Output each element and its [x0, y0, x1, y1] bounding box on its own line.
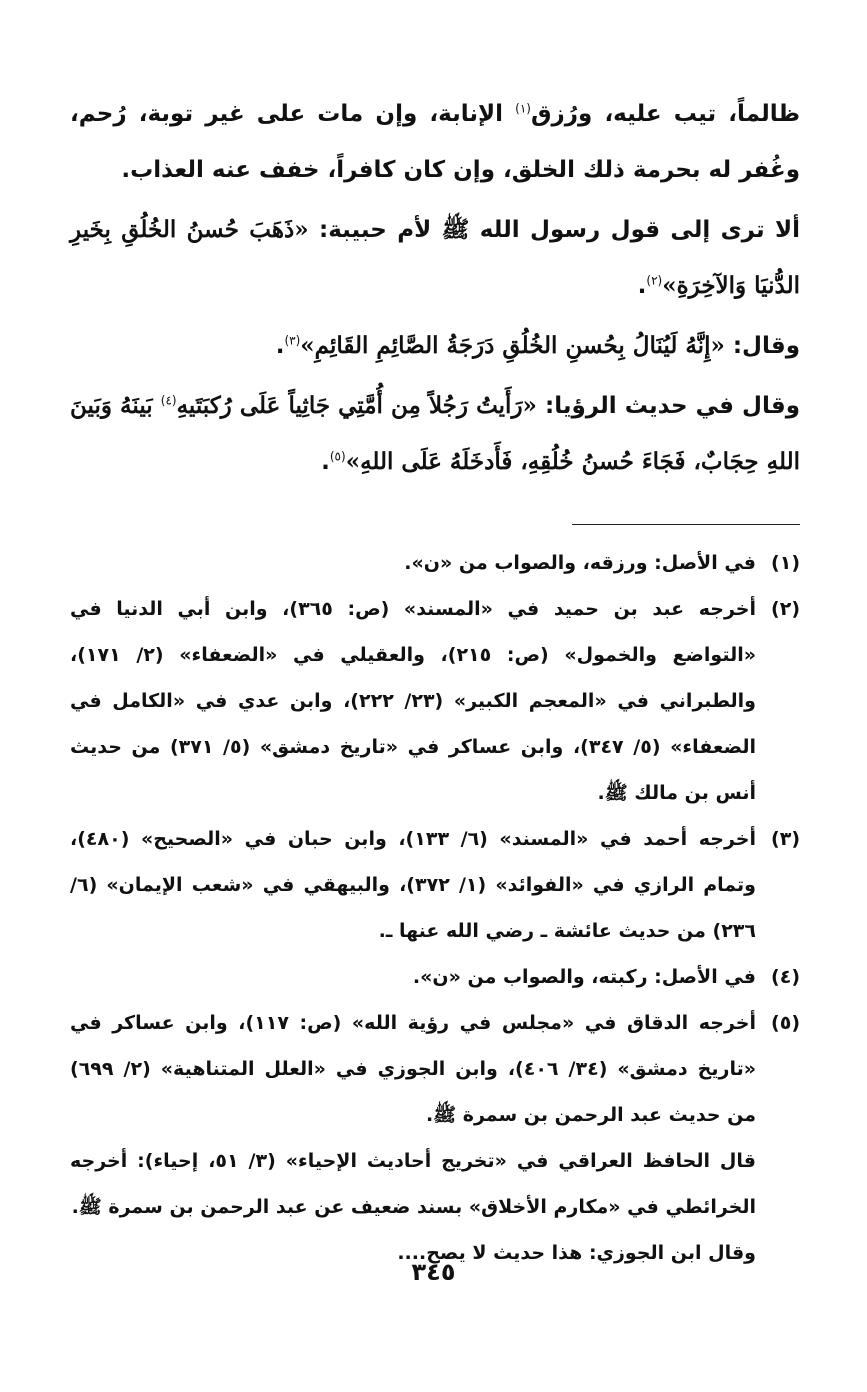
footnote-ref-1[interactable]: (١) — [515, 101, 531, 116]
paragraph-1 — [70, 86, 800, 198]
text-span: ألا ترى إلى قول رسول الله ﷺ لأم حبيبة: — [308, 217, 800, 243]
hadith-quote: «ذَهَبَ حُسنُ الخُلُقِ بِخَيرِ الدُّنيَا وَالآخِرَةِ» — [70, 216, 800, 299]
page-number: ٣٤٥ — [411, 1258, 456, 1286]
footnote-text: أخرجه عبد بن حميد في «المسند» (ص: ٣٦٥)، وابن أبي الدنيا في «التواضع والخمول» (ص: ٢١٥)، والعقيلي في «الضعفاء» (٢/ ١٧١)، والطبراني في «المعجم الكبير» (٢٣/ ٢٢٢)، وابن عدي في «الكامل في الضعفاء» (٥/ ٣٤٧)، وابن عساكر في «تاريخ دمشق» (٥/ ٣٧١) من حديث أنس بن مالك ﷺ. — [70, 598, 756, 804]
text-span: . — [275, 333, 285, 359]
footnote-ref-4[interactable]: (٤) — [160, 393, 177, 408]
footnote-number: (٣) — [771, 828, 800, 850]
paragraph-2 — [70, 202, 800, 314]
footnote-3 — [70, 816, 800, 954]
text-span: وقال في حديث الرؤيا: — [536, 393, 800, 419]
footnote-text: في الأصل: ركبته، والصواب من «ن». — [412, 966, 756, 988]
footnote-commentary: وقال ابن الجوزي: هذا حديث لا يصح.... — [397, 1242, 756, 1264]
hadith-quote: «رَأَيتُ رَجُلاً مِن أُمَّتِي جَاثِياً عَلَى رُكبَتَيهِ — [176, 392, 537, 419]
footnotes — [70, 540, 800, 1276]
footnote-4 — [70, 954, 800, 1000]
footnote-1 — [70, 540, 800, 586]
text-span: . — [637, 273, 647, 299]
text-span: . — [321, 449, 330, 475]
footnote-commentary: قال الحافظ العراقي في «تخريج أحاديث الإحياء» (٣/ ٥١، إحياء): أخرجه الخرائطي في «مكارم الأخلاق» بسند ضعيف عن عبد الرحمن بن سمرة ﷺ. — [70, 1150, 756, 1218]
footnote-ref-3[interactable]: (٣) — [284, 333, 301, 348]
footnote-text: أخرجه أحمد في «المسند» (٦/ ١٣٣)، وابن حبان في «الصحيح» (٤٨٠)، وتمام الرازي في «الفوائد» (١/ ٣٧٢)، والبيهقي في «شعب الإيمان» (٦/ ٢٣٦) من حديث عائشة ـ رضي الله عنها ـ. — [70, 828, 756, 942]
footnote-number: (٤) — [771, 966, 800, 988]
footnote-text: أخرجه الدقاق في «مجلس في رؤية الله» (ص: ١١٧)، وابن عساكر في «تاريخ دمشق» (٣٤/ ٤٠٦)، وابن الجوزي في «العلل المتناهية» (٢/ ٦٩٩) من حديث عبد الرحمن بن سمرة ﷺ. — [70, 1012, 756, 1126]
hadith-quote: بَينَهُ وَبَينَ اللهِ حِجَابٌ، فَجَاءَ حُسنُ خُلُقِهِ، فَأَدخَلَهُ عَلَى اللهِ» — [70, 392, 800, 475]
paragraph-3 — [70, 318, 800, 374]
main-text — [70, 86, 800, 490]
footnote-number: (١) — [771, 552, 800, 574]
footnote-ref-2[interactable]: (٢) — [646, 273, 663, 288]
footnote-number: (٥) — [771, 1012, 800, 1034]
text-span: ظالماً، تيب عليه، ورُزق — [530, 101, 801, 127]
footnote-2 — [70, 586, 800, 816]
paragraph-4 — [70, 378, 800, 490]
hadith-quote: «إِنَّهُ لَيُنَالُ بِحُسنِ الخُلُقِ دَرَجَةُ الصَّائِمِ القَائِمِ» — [300, 332, 725, 359]
text-span: الإنابة، وإن مات على غير توبة، رُحم، وغُفر له بحرمة ذلك الخلق، وإن كان كافراً، خفف عنه العذاب. — [70, 101, 800, 183]
text-span: وقال: — [724, 333, 800, 359]
footnote-number: (٢) — [771, 598, 800, 620]
footnote-separator — [572, 524, 800, 525]
footnote-5 — [70, 1000, 800, 1138]
footnote-ref-5[interactable]: (٥) — [329, 449, 346, 464]
footnote-text: في الأصل: ورزقه، والصواب من «ن». — [404, 552, 756, 574]
